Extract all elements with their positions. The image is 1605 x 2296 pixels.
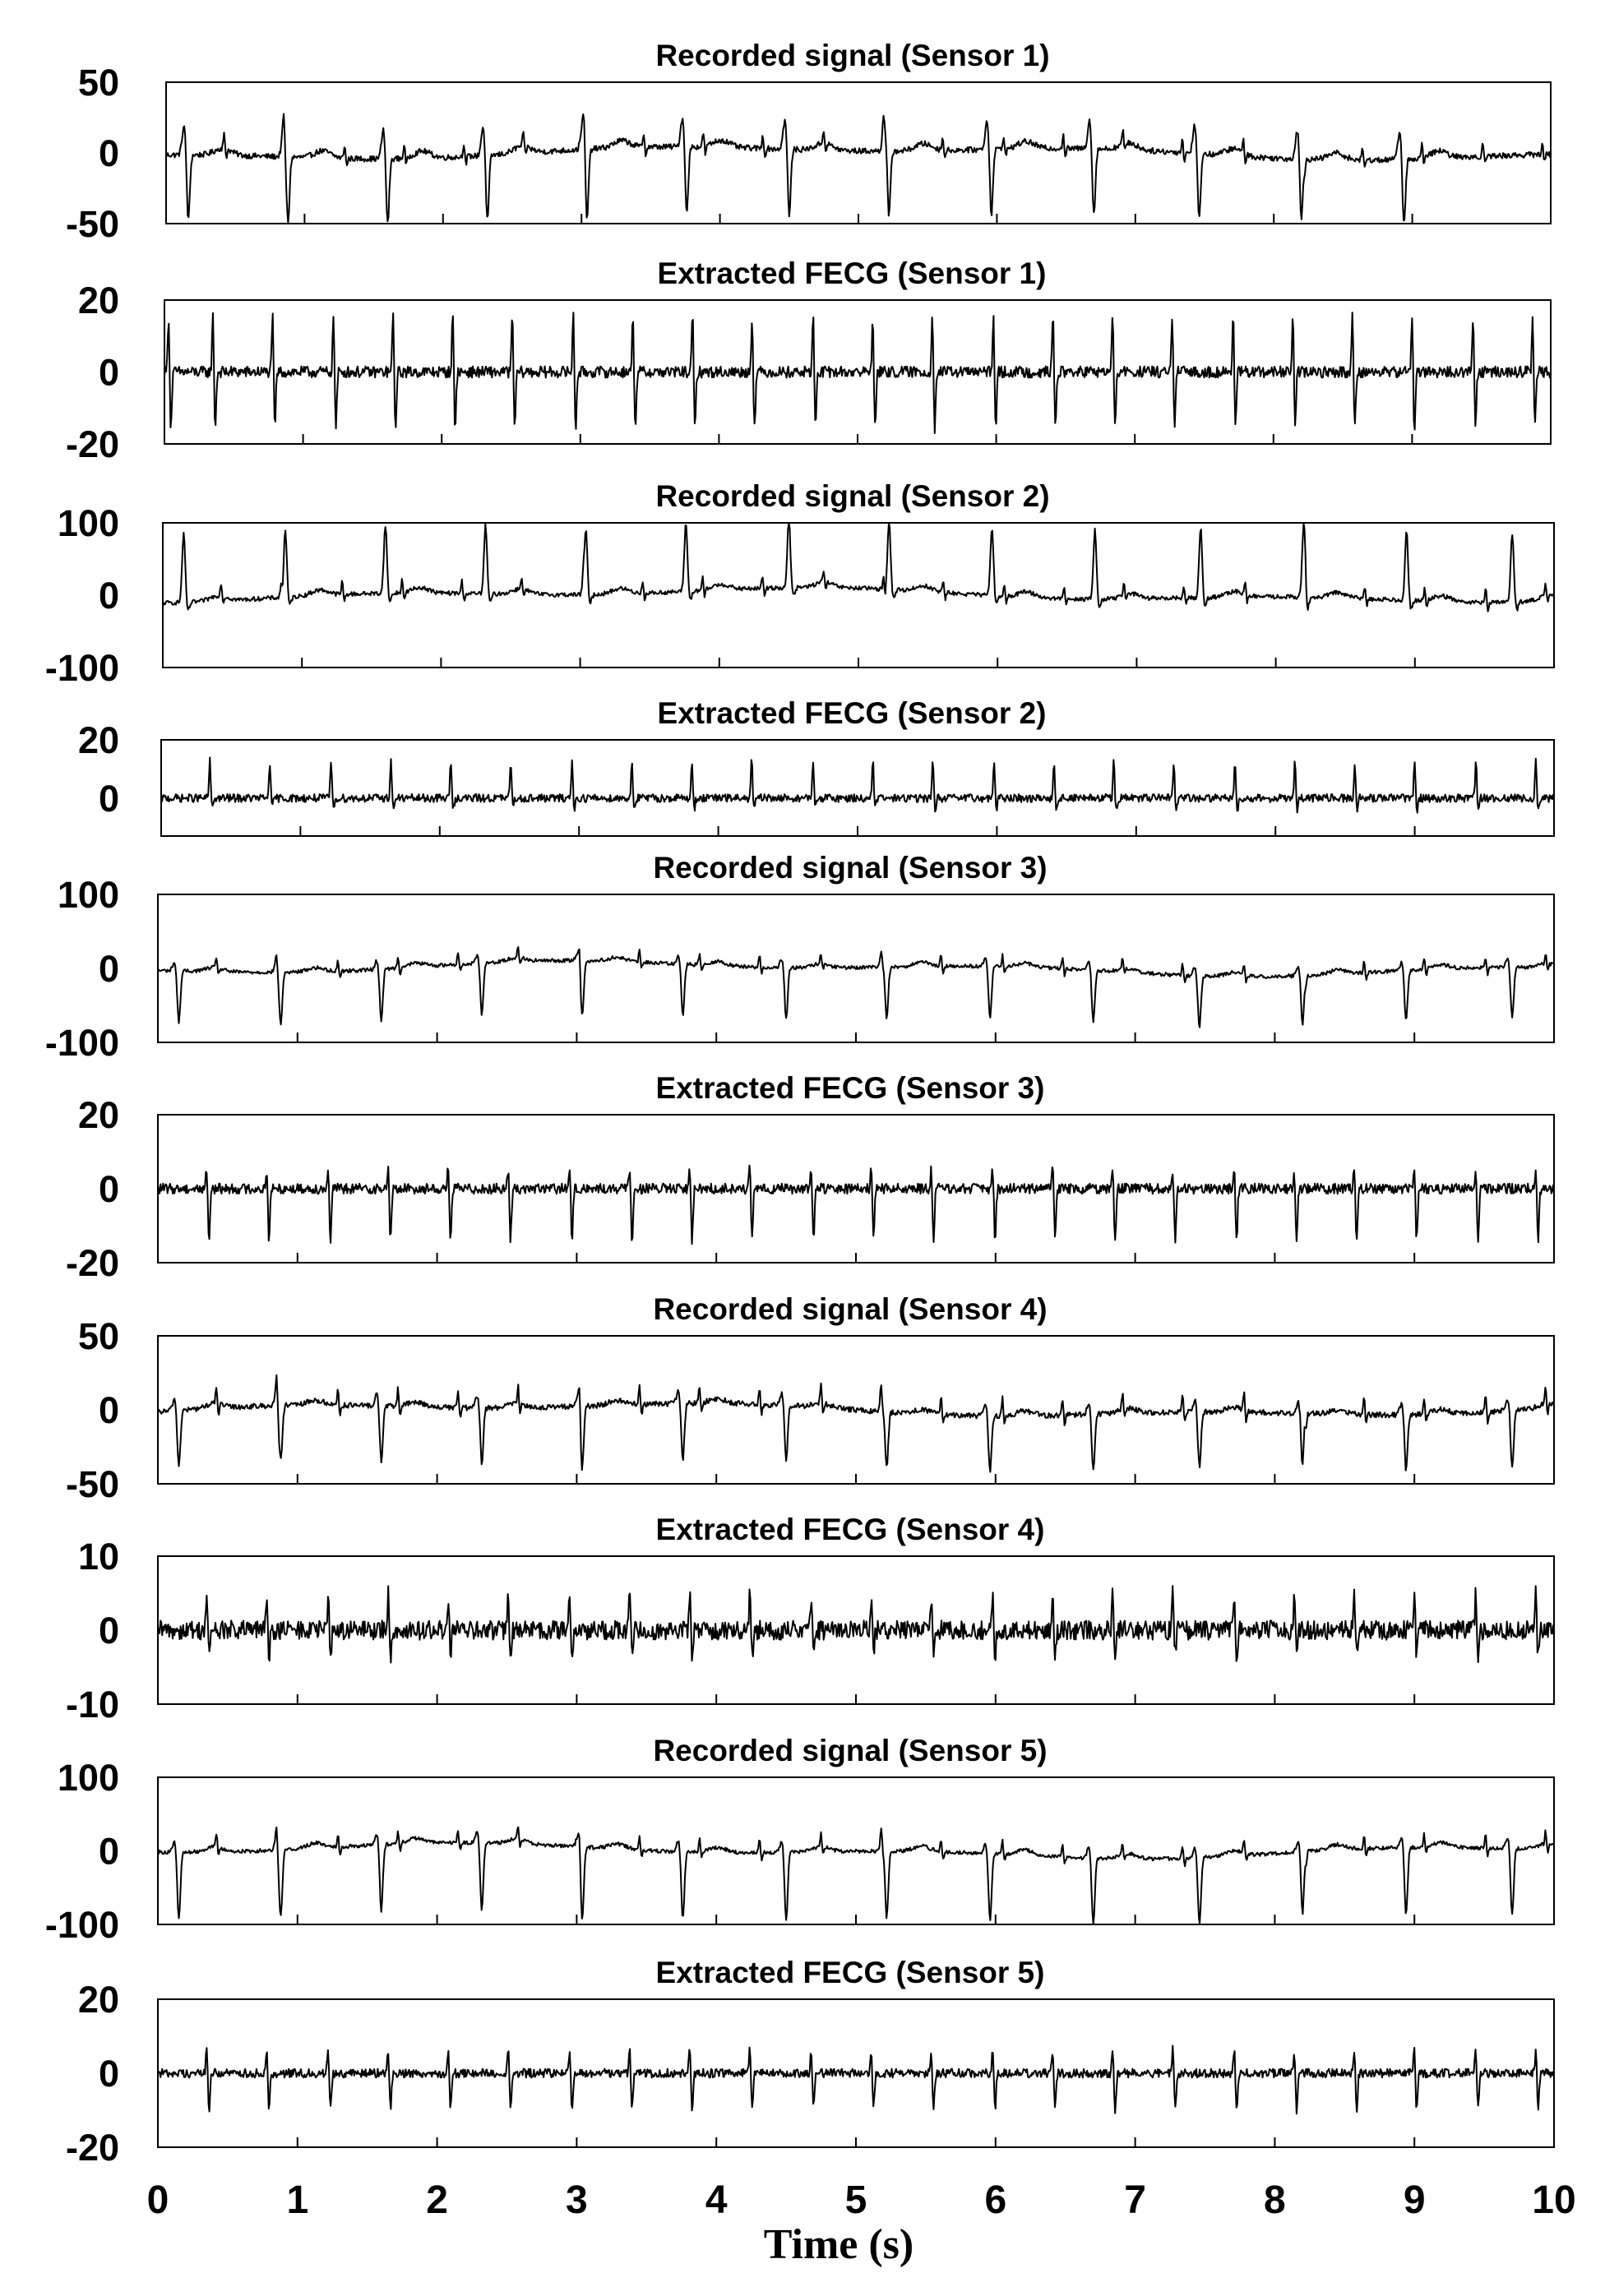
panel-title: Recorded signal (Sensor 5)	[653, 1734, 1048, 1767]
y-tick-label: -100	[44, 1022, 119, 1064]
x-tick-label: 2	[426, 2178, 448, 2222]
panel-title: Recorded signal (Sensor 4)	[653, 1292, 1048, 1326]
x-tick-label: 4	[705, 2178, 728, 2222]
y-tick-label: 20	[77, 719, 119, 761]
panel-title: Recorded signal (Sensor 3)	[653, 851, 1048, 885]
y-tick-label: 50	[77, 62, 119, 104]
signal-trace	[163, 523, 1554, 612]
panel-title: Recorded signal (Sensor 2)	[655, 479, 1050, 513]
signal-trace	[158, 1375, 1554, 1472]
x-tick-label: 8	[1264, 2178, 1286, 2222]
x-tick-label: 9	[1403, 2178, 1426, 2222]
signal-trace	[158, 1827, 1554, 1924]
signal-trace	[158, 947, 1554, 1028]
panel-1	[66, 39, 1551, 245]
y-tick-label: 0	[98, 1389, 119, 1431]
signal-trace	[164, 312, 1551, 433]
signal-trace	[158, 2046, 1554, 2114]
x-tick-label: 10	[1532, 2178, 1576, 2222]
plot-frame	[161, 740, 1554, 836]
y-tick-label: 0	[98, 948, 119, 990]
y-tick-label: 0	[98, 132, 119, 174]
x-tick-label: 0	[146, 2178, 169, 2222]
y-tick-label: 0	[98, 575, 119, 617]
panel-title: Recorded signal (Sensor 1)	[655, 39, 1050, 72]
x-tick-label: 5	[844, 2178, 867, 2222]
y-tick-label: 0	[98, 1830, 119, 1873]
x-tick-label: 1	[286, 2178, 309, 2222]
y-tick-label: 0	[98, 1168, 119, 1210]
panels	[45, 39, 1554, 2169]
y-tick-label: 100	[57, 874, 119, 916]
x-tick-label: 6	[984, 2178, 1007, 2222]
y-tick-label: 0	[98, 777, 119, 820]
y-tick-label: 100	[57, 1757, 119, 1799]
y-tick-label: -50	[65, 1463, 119, 1505]
y-tick-label: -100	[44, 1904, 119, 1946]
panel-5	[45, 851, 1554, 1064]
y-tick-label: 20	[77, 279, 119, 321]
y-tick-label: 10	[77, 1536, 119, 1578]
panel-9	[45, 1734, 1554, 1946]
panel-2	[66, 256, 1551, 465]
panel-7	[66, 1292, 1554, 1505]
x-axis-label: Time (s)	[763, 2221, 914, 2268]
panel-3	[45, 479, 1554, 689]
y-tick-label: -10	[65, 1684, 119, 1725]
y-tick-label: -100	[44, 647, 119, 689]
signal-trace	[158, 1586, 1554, 1662]
y-tick-label: 100	[57, 502, 119, 544]
panel-10	[66, 1956, 1554, 2169]
y-tick-label: -20	[65, 1242, 119, 1284]
panel-title: Extracted FECG (Sensor 4)	[655, 1513, 1045, 1546]
y-tick-label: 50	[77, 1315, 119, 1357]
panel-6	[66, 1071, 1554, 1284]
panel-4	[78, 696, 1554, 836]
y-tick-label: 0	[98, 2053, 119, 2095]
y-tick-label: -50	[65, 203, 119, 245]
x-axis	[147, 2178, 1576, 2222]
y-tick-label: -20	[65, 423, 119, 465]
signal-trace	[166, 114, 1551, 223]
panel-title: Extracted FECG (Sensor 2)	[657, 696, 1047, 730]
panel-title: Extracted FECG (Sensor 5)	[655, 1956, 1045, 1989]
y-tick-label: 20	[77, 1979, 119, 2021]
signal-trace	[161, 758, 1554, 813]
y-tick-label: 0	[98, 351, 119, 394]
panel-title: Extracted FECG (Sensor 3)	[655, 1071, 1045, 1105]
panel-title: Extracted FECG (Sensor 1)	[657, 256, 1047, 290]
panel-8	[66, 1513, 1554, 1725]
y-tick-label: 20	[77, 1094, 119, 1136]
y-tick-label: -20	[65, 2127, 119, 2169]
x-tick-label: 3	[566, 2178, 588, 2222]
y-tick-label: 0	[98, 1610, 119, 1652]
signal-trace	[158, 1166, 1554, 1245]
x-tick-label: 7	[1124, 2178, 1146, 2222]
